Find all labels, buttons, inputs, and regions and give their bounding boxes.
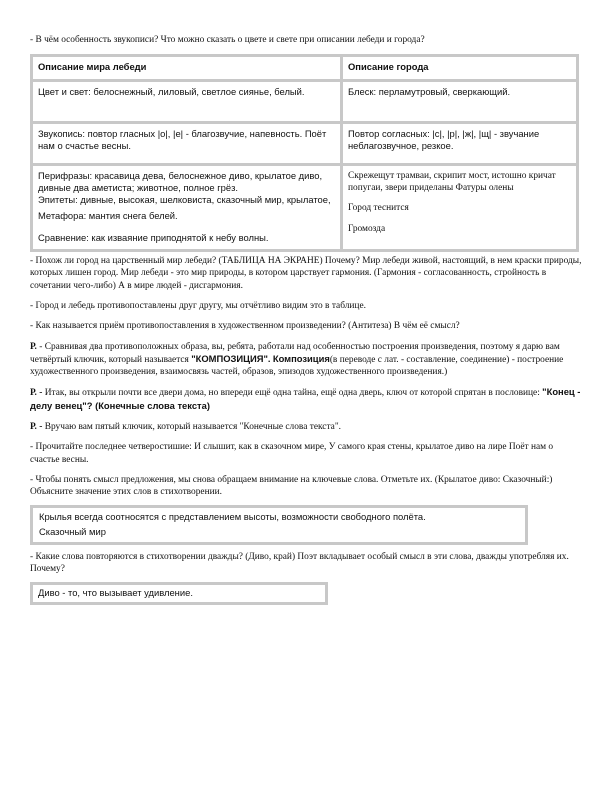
wings-note: Крылья всегда соотносятся с представлением высоты, возможности свободного полёта. [39, 510, 426, 522]
fifth-key-text: Вручаю вам пятый ключик, который называется "Конечные слова текста". [42, 422, 342, 433]
table-row [33, 166, 576, 249]
table-row [33, 124, 576, 166]
city-heavy: Громозда [348, 224, 386, 235]
cell-city-sound: Повтор согласных: |с|, |р|, |ж|, |щ| - звучание неблагозвучное, резкое. [343, 124, 576, 166]
table-row [33, 82, 576, 124]
teacher-label: Р. - [30, 388, 43, 399]
paragraph-repeated-words: - Какие слова повторяются в стихотворении дважды? (Диво, край) Поэт вкладывает особый смысл в эти слова, дважды употребляя их. Почему? [30, 552, 569, 575]
teacher-label: Р. [30, 341, 37, 352]
marvel-box [30, 582, 328, 605]
paragraph-composition [30, 341, 582, 379]
paragraph-proverb [30, 386, 582, 413]
cell-city-devices [343, 166, 576, 249]
header-city: Описание города [343, 57, 576, 81]
composition-term: "КОМПОЗИЦИЯ". [191, 352, 271, 364]
comparison-table [30, 54, 579, 252]
composition-definition: (в переводе с лат. - составление, соединение) - построение художественного произведения, взаимосвязь частей, образов, эпизодов художественного произведения.) [30, 354, 564, 378]
header-swan: Описание мира лебеди [33, 57, 343, 81]
table-header-row [33, 57, 576, 81]
paragraph-fifth-key [30, 421, 582, 433]
cell-swan-sound: Звукопись: повтор гласных |о|, |е| - благозвучие, напевность. Поёт нам о счастье весны. [33, 124, 343, 166]
proverb-text: Итак, вы открыли почти все двери дома, но впереди ещё одна тайна, ещё одна дверь, ключ от которой спрятан в пословице: [42, 388, 543, 399]
paragraph-antithesis: - Как называется приём противопоставления в художественном произведении? (Антитеза) В чём её смысл? [30, 321, 460, 332]
swan-epithets: Эпитеты: дивные, высокая, шелковиста, сказочный мир, крылатое, [38, 194, 331, 206]
paragraph-harmony: - Похож ли город на царственный мир лебеди? (ТАБЛИЦА НА ЭКРАНЕ) Почему? Мир лебеди живой, настоящий, в нем краски природы, которых лишен город. Мир лебеди - это мир природы, в котором царствует гармония. (Гармония - согласованность, стройность в сочетании чего-либо) А в мире людей - дисгармония. [30, 256, 582, 291]
document-page [30, 34, 582, 611]
cell-swan-color: Цвет и свет: белоснежный, лиловый, светлое сиянье, белый. [33, 82, 343, 124]
swan-periphrasis: Перифразы: красавица дева, белоснежное диво, крылатое диво, дивные два аметиста; животное, полное грёз. [38, 169, 323, 193]
composition-text: - Сравнивая два противоположных образа, вы, ребята, работали над особенностью построения произведения, поэтому я дарю вам четвёртый ключик, который называется [30, 341, 560, 365]
swan-metaphor: Метафора: мантия снега белей. [38, 210, 178, 222]
swan-comparison: Сравнение: как изваяние приподнятой к небу волны. [38, 231, 269, 243]
composition-term-definition: Композиция [272, 352, 330, 364]
fairy-world-note: Сказочный мир [39, 525, 106, 537]
paragraph-quatrain: - Прочитайте последнее четверостишие: И слышит, как в сказочном мире, У самого края стены, крылатое диво на лире Поёт нам о счастье весны. [30, 442, 554, 465]
intro-question: - В чём особенность звукописи? Что можно сказать о цвете и свете при описании лебеди и города? [30, 35, 425, 45]
paragraph-keywords: - Чтобы понять смысл предложения, мы снова обращаем внимание на ключевые слова. Отметьте их. (Крылатое диво: Сказочный:) Объясните значение этих слов в стихотворении. [30, 474, 553, 498]
paragraph-contrast: - Город и лебедь противопоставлены друг другу, мы отчётливо видим это в таблице. [30, 300, 366, 311]
city-sounds: Скрежещут трамваи, скрипит мост, истошно кричат попугаи, звери приделаны Фатуры олены [348, 170, 556, 193]
teacher-label: Р. - [30, 422, 43, 433]
cell-swan-devices [33, 166, 343, 249]
cell-city-shine: Блеск: перламутровый, сверкающий. [343, 82, 576, 124]
city-crowded: Город теснится [348, 203, 409, 214]
marvel-definition: Диво - то, что вызывает удивление. [38, 586, 193, 598]
proverb-bold: "Конец - делу венец"? (Конечные слова текста) [30, 386, 581, 411]
keywords-box [30, 505, 528, 546]
